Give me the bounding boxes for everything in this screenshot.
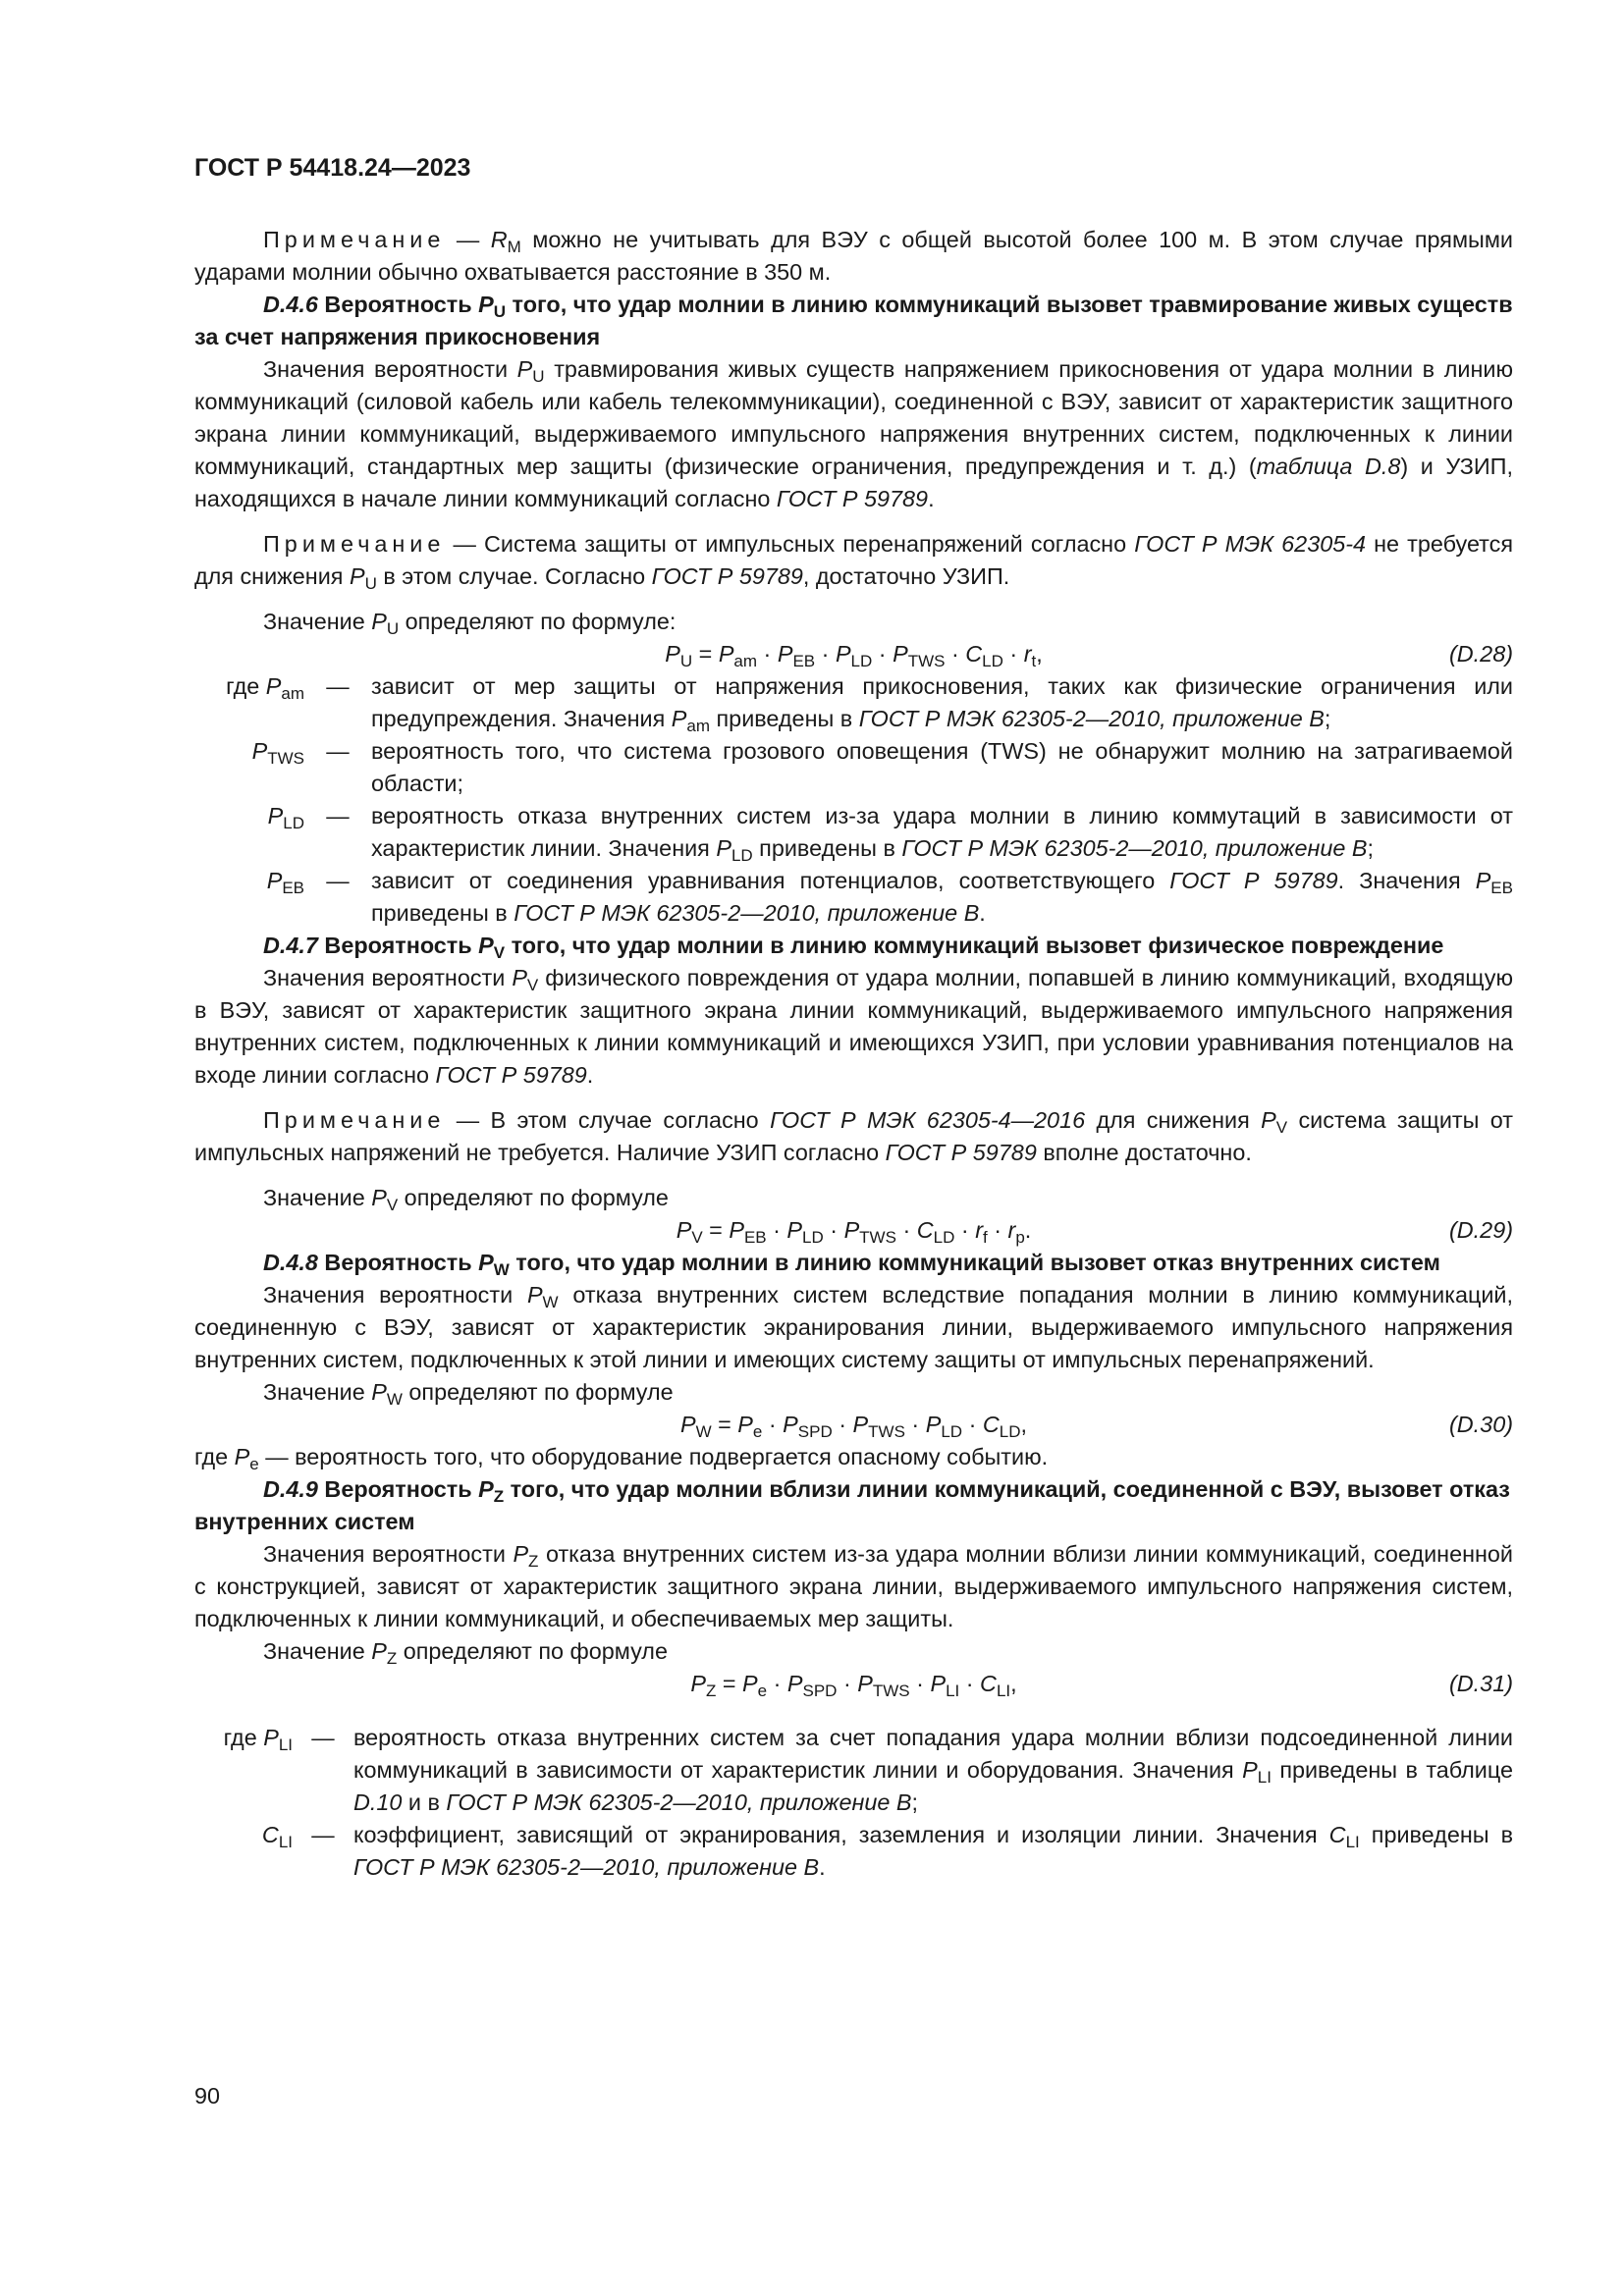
definition-item: где $P_{am}$ — зависит от мер защиты от напряжения прикосновения, таких как физические ограничения или предупреждения. Значения $P_{am}$ приведены в ГОСТ Р МЭК 62305-2—2010, приложение B; [226,673,1513,735]
formula-d29 [194,1214,1513,1247]
definition-item: $C_{LI}$ — коэффициент, зависящий от экранирования, заземления и изоляции линии. Значения $C_{LI}$ приведены в ГОСТ Р МЭК 62305-2—2010, приложение B. [261,1822,1513,1880]
d46-value-intro: Значение $P_U$ определяют по формуле: [263,609,677,638]
section-heading-d49: D.4.9 Вероятность $P_Z$ того, что удар молнии вблизи линии коммуникаций, соединенной с ВЭУ, вызовет отказ внутренних систем [194,1476,1510,1534]
formula-expression: $P_Z = P_e \cdot P_{SPD} \cdot P_{TWS} \cdot P_{LI} \cdot C_{LI}$, [690,1671,1017,1700]
formula-expression: $P_V = P_{EB} \cdot P_{LD} \cdot P_{TWS} \cdot C_{LD} \cdot r_f \cdot r_p$. [676,1217,1032,1247]
d47-paragraph: Значения вероятности $P_V$ физического повреждения от удара молнии, попавшей в линию коммуникаций, входящую в ВЭУ, зависят от характеристик защитного экрана линии коммуникаций, выдерживаемого импульсного напряжения внутренних систем, подключенных к линии коммуникаций и имеющихся УЗИП, при условии уравнивания потенциалов на входе линии согласно ГОСТ Р 59789. [194,965,1513,1088]
definition-item: $P_{EB}$ — зависит от соединения уравнивания потенциалов, соответствующего ГОСТ Р 59789. Значения $P_{EB}$ приведены в ГОСТ Р МЭК 62305-2—2010, приложение B. [266,868,1513,926]
d48-value-intro: Значение $P_W$ определяют по формуле [263,1379,674,1409]
note-rm: Примечание — $R_M$ можно не учитывать для ВЭУ с общей высотой более 100 м. В этом случае прямыми ударами молнии обычно охватывается расстояние в 350 м. [194,227,1513,285]
d46-definitions [194,670,1513,930]
d46-paragraph: Значения вероятности $P_U$ травмирования живых существ напряжением прикосновения от удара молнии в линию коммуникаций (силовой кабель или кабель телекоммуникации), соединенной с ВЭУ, зависит от характеристик защитного экрана линии коммуникаций, выдерживаемого импульсного напряжения внутренних систем, подключенных к линии коммуникаций, стандартных мер защиты (физические ограничения, предупреждения и т. д.) (таблица D.8) и УЗИП, находящихся в начале линии коммуникаций согласно ГОСТ Р 59789. [194,356,1513,511]
section-heading-d48: D.4.8 Вероятность $P_W$ того, что удар молнии в линию коммуникаций вызовет отказ внутренних систем [263,1250,1440,1279]
page-content [194,224,1513,1884]
d49-paragraph: Значения вероятности $P_Z$ отказа внутренних систем из-за удара молнии вблизи линии коммуникаций, соединенной с конструкцией, зависят от характеристик защитного экрана линии, выдерживаемого импульсного напряжения систем, подключенных к линии коммуникаций, и обеспечиваемых мер защиты. [194,1541,1513,1631]
d48-paragraph: Значения вероятности $P_W$ отказа внутренних систем вследствие попадания молнии в линию коммуникаций, соединенную с ВЭУ, зависят от характеристик экранирования линии, выдерживаемого импульсного напряжения внутренних систем, подключенных к этой линии и имеющих систему защиты от импульсных перенапряжений. [194,1282,1513,1372]
definition-item: где $P_{LI}$ — вероятность отказа внутренних систем за счет попадания удара молнии вблизи подсоединенной линии коммуникаций в зависимости от характеристик линии и оборудования. Значения $P_{LI}$ приведены в таблице D.10 и в ГОСТ Р МЭК 62305-2—2010, приложение B; [223,1725,1513,1815]
d47-value-intro: Значение $P_V$ определяют по формуле [263,1185,669,1214]
formula-d31 [194,1668,1513,1700]
page-number: 90 [194,2083,221,2109]
d46-note: Примечание — Система защиты от импульсных перенапряжений согласно ГОСТ Р МЭК 62305-4 не требуется для снижения $P_U$ в этом случае. Согласно ГОСТ Р 59789, достаточно УЗИП. [194,531,1513,593]
d47-note: Примечание — В этом случае согласно ГОСТ Р МЭК 62305-4—2016 для снижения $P_V$ система защиты от импульсных напряжений не требуется. Наличие УЗИП согласно ГОСТ Р 59789 вполне достаточно. [194,1107,1513,1165]
section-heading-d47: D.4.7 Вероятность $P_V$ того, что удар молнии в линию коммуникаций вызовет физическое повреждение [263,933,1444,962]
formula-d28 [194,638,1513,670]
d49-value-intro: Значение $P_Z$ определяют по формуле [263,1638,668,1668]
document-header: ГОСТ Р 54418.24—2023 [194,154,471,182]
section-heading-d46: D.4.6 Вероятность $P_U$ того, что удар молнии в линию коммуникаций вызовет травмирование живых существ за счет напряжения прикосновения [194,292,1513,349]
formula-expression: $P_W = P_e \cdot P_{SPD} \cdot P_{TWS} \cdot P_{LD} \cdot C_{LD}$, [679,1412,1028,1441]
formula-number: (D.31) [1449,1671,1513,1696]
definition-item: $P_{TWS}$ — вероятность того, что система грозового оповещения (TWS) не обнаружит молнию на затрагиваемой области; [251,738,1513,796]
formula-d30 [194,1409,1513,1441]
d49-definitions [194,1722,1513,1884]
formula-number: (D.29) [1449,1217,1513,1243]
definition-item: $P_{LD}$ — вероятность отказа внутренних систем из-за удара молнии в линию коммутаций в зависимости от характеристик линии. Значения $P_{LD}$ приведены в ГОСТ Р МЭК 62305-2—2010, приложение B; [267,803,1513,865]
formula-number: (D.28) [1449,641,1513,667]
formula-expression: $P_U = P_{am} \cdot P_{EB} \cdot P_{LD} \cdot P_{TWS} \cdot C_{LD} \cdot r_t$, [665,641,1043,670]
formula-number: (D.30) [1449,1412,1513,1437]
d48-where: где $P_e$ — вероятность того, что оборудование подвергается опасному событию. [194,1444,1049,1473]
